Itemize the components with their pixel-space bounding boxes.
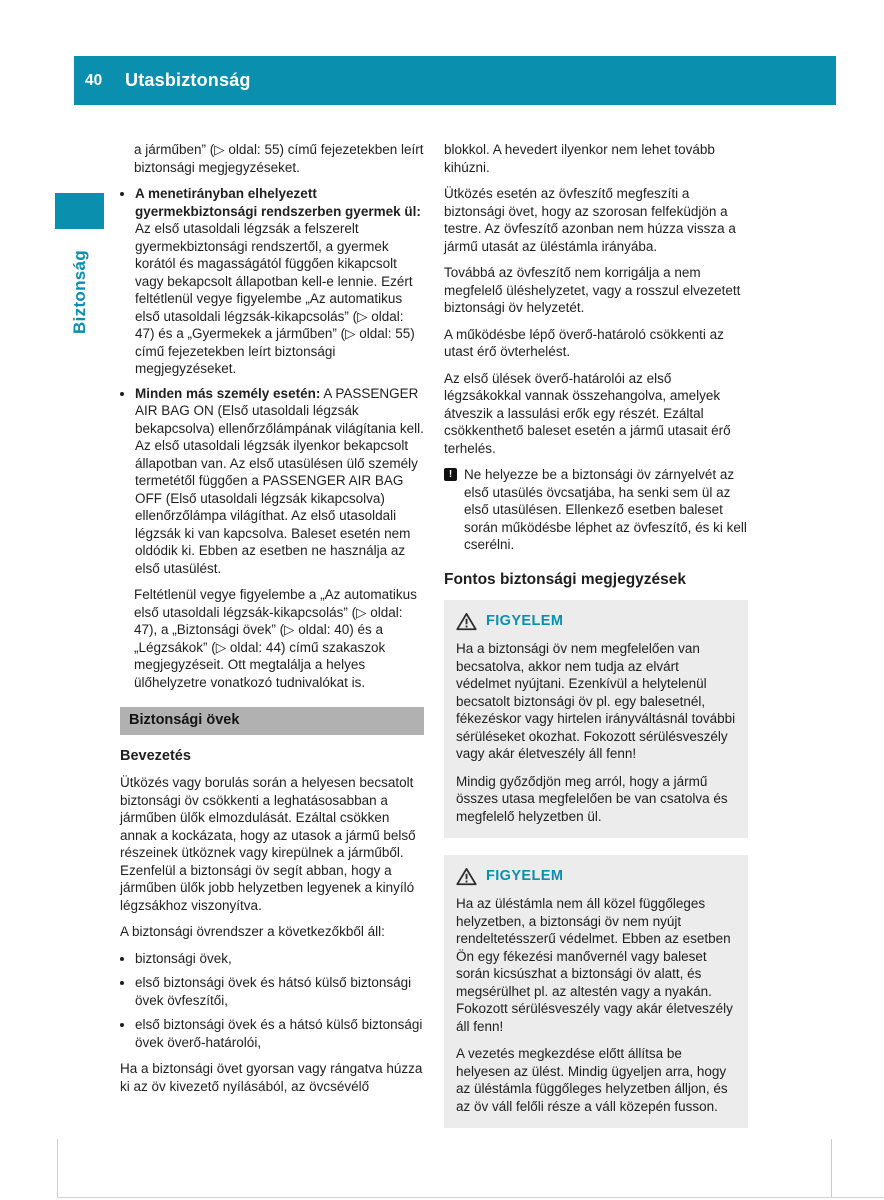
body-paragraph: A működésbe lépő överő-határoló csökkenti az utast érő övterhelést. (444, 326, 724, 359)
list-item (135, 185, 424, 378)
note-block (444, 466, 748, 554)
bullet-lead: A menetirányban elhelyezett gyermekbiztonsági rendszerben gyermek ül: (135, 186, 421, 219)
page-edge-artifact (831, 1139, 832, 1198)
chapter-sidebar-label (55, 231, 104, 353)
bullet-text: Az első utasoldali légzsák a felszerelt gyermekbiztonsági rendszertől, a gyermek korától és magasságától függően kikapcsolt vagy bekapcsolt állapotban kell-e lennie. Ezért feltétlenül vegye figyelembe „Az automatikus első utasoldali légzsák-kikapcsolás” (▷ oldal: 47) és a „Gyermekek a járműben” (▷ oldal: 55) című fejezetekben leírt biztonsági megjegyzéseket. (135, 221, 415, 376)
continuation-paragraph: a járműben” (▷ oldal: 55) című fejezetekben leírt biztonsági megjegyzéseket. (134, 142, 424, 175)
left-column (120, 141, 424, 1104)
list-item (135, 385, 424, 578)
page-header-bar (74, 56, 836, 105)
warning-header (456, 612, 736, 631)
note-exclamation-icon: ! (444, 468, 457, 481)
section-heading-fontos: Fontos biztonsági megjegyzések (444, 570, 687, 588)
list-item: • első biztonsági övek és hátsó külső biztonsági övek övfeszítői, (135, 974, 424, 1009)
warning-label: FIGYELEM (486, 867, 564, 884)
body-paragraph: Ütközés esetén az övfeszítő megfeszíti a biztonsági övet, hogy az szorosan felfeküdjön a testre. Az övfeszítő azonban nem húzza vissza a jármű utasát az üléstámla irányába. (444, 186, 736, 254)
warning-triangle-icon (456, 612, 477, 631)
list-item: • első biztonsági övek és a hátsó külső biztonsági övek överő-határolói, (135, 1016, 424, 1051)
warning-paragraph: Mindig győződjön meg arról, hogy a jármű összes utasa megfelelően be van csatolva és megfelelő helyzetben ül. (456, 773, 728, 824)
body-paragraph: Ütközés vagy borulás során a helyesen becsatolt biztonsági öv csökkenti a leghatásosabban a járműben ülők elmozdulását. Ezáltal csökken annak a kockázata, hogy az utasok a jármű belső részeinek ütköznek vagy kirepülnek a járműből. Ezenfelül a biztonsági öv segít abban, hogy a járműben ülők jobb helyzetben legyenek a kinyíló légzsákhoz viszonyítva. (120, 775, 416, 913)
chapter-tab-marker (55, 193, 104, 229)
warning-header (456, 867, 736, 886)
page-edge-artifact (57, 1139, 58, 1198)
cross-reference-paragraph: Feltétlenül vegye figyelembe a „Az automatikus első utasoldali légzsák-kikapcsolás” (▷ oldal: 47), a „Biztonsági övek” (▷ oldal: 40) és a „Légzsákok” (▷ oldal: 44) című szakaszok megjegyzéseit. Ott megtalálja a helyes ülőhelyzetre vonatkozó tudnivalókat is. (134, 587, 417, 690)
page-number: 40 (85, 71, 103, 89)
warning-paragraph: Ha az üléstámla nem áll közel függőleges helyzetben, a biztonsági öv nem nyújt rendeltetésszerű védelmet. Ebben az esetben Ön egy fékezési manővernél vagy baleset során kicsúszhat a biztonsági öv alatt, és megsérülhet pl. az altestén vagy a nyakán. Fokozott sérülésveszély vagy akár életveszély áll fenn! (456, 896, 733, 1034)
right-column (444, 141, 748, 1145)
body-paragraph: Ha a biztonsági övet gyorsan vagy rángatva húzza ki az öv kivezető nyílásából, az övcsévélő (120, 1061, 423, 1094)
warning-paragraph: A vezetés megkezdése előtt állítsa be helyesen az ülést. Mindig ügyeljen arra, hogy az üléstámla függőleges helyzetben álljon, és az öv váll felőli része a váll közepén fusson. (456, 1046, 728, 1114)
warning-label: FIGYELEM (486, 612, 564, 629)
warning-box (444, 855, 748, 1128)
bullet-text: A PASSENGER AIR BAG ON (Első utasoldali légzsák bekapcsolva) ellenőrzőlámpának világítania kell. Az első utasoldali légzsák ilyenkor bekapcsolt állapotban van. Az első utasülésen ülő személy termetétől függően a PASSENGER AIR BAG OFF (Első utasoldali légzsák kikapcsolva) ellenőrzőlámpa világíthat. Az első utasoldali légzsák ki van kapcsolva. Baleset esetén nem oldódik ki. Ebben az esetben ne használja az első utasülést. (135, 385, 424, 576)
body-paragraph: Továbbá az övfeszítő nem korrigálja a nem megfelelő üléshelyzetet, vagy a rosszul elvezetett biztonsági öv helyzetét. (444, 265, 741, 315)
body-paragraph: blokkol. A hevedert ilyenkor nem lehet tovább kihúzni. (444, 142, 715, 175)
warning-box (444, 600, 748, 838)
page-edge-artifact (57, 1197, 884, 1198)
note-text: Ne helyezze be a biztonsági öv zárnyelvét az első utasülés övcsatjába, ha senki sem ül az első utasülésen. Ellenkező esetben baleset során működésbe léphet az övfeszítő, és ki kell cserélni. (464, 467, 747, 552)
section-header-biztonsagi-ovek: Biztonsági övek (120, 707, 424, 735)
airbag-bullet-list (120, 185, 424, 577)
warning-triangle-icon (456, 867, 477, 886)
subsection-bevezetes: Bevezetés (120, 747, 191, 764)
body-paragraph: A biztonsági övrendszer a következőkből áll: (120, 924, 385, 939)
page-title: Utasbiztonság (125, 70, 251, 90)
warning-paragraph: Ha a biztonsági öv nem megfelelően van becsatolva, akkor nem tudja az elvárt védelmet nyújtani. Ezenkívül a helytelenül becsatolt biztonsági öv pl. egy balesetnél, fékezéskor vagy hirtelen irányváltásnál további sérüléseket okozhat. Fokozott sérülésveszély vagy akár életveszély áll fenn! (456, 641, 736, 761)
chapter-name: Biztonság (69, 250, 89, 334)
list-item: • biztonsági övek, (135, 950, 424, 968)
body-paragraph: Az első ülések överő-határolói az első légzsákokkal vannak összehangolva, amelyek átveszik a lassulási erők egy részét. Ezáltal csökkenthető baleset esetén a jármű utasait érő terhelés. (444, 370, 731, 456)
belt-system-list (120, 950, 424, 1052)
bullet-lead: Minden más személy esetén: (135, 385, 321, 401)
